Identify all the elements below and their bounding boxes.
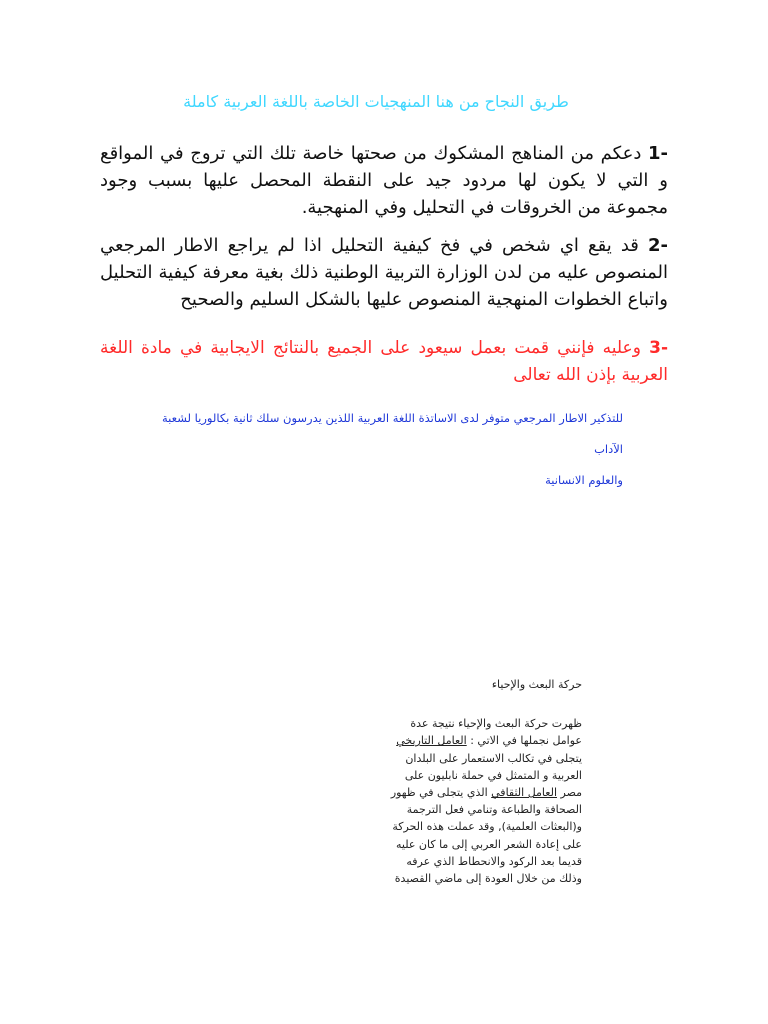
excerpt-line: و(البعثات العلمية), وقد عملت هذه الحركة: [392, 820, 582, 834]
cultural-factor-label: العامل الثقافي: [491, 786, 557, 800]
paragraph-3-number: -3: [649, 338, 669, 358]
paragraph-2: [100, 232, 668, 313]
paragraph-1: [100, 140, 668, 221]
paragraph-2-number: -2: [647, 235, 668, 256]
excerpt-line: الصحافة والطباعة وتنامي فعل الترجمة: [406, 803, 582, 817]
paragraph-1-text: دعكم من المناهج المشكوك من صحتها خاصة تلك التي تروج في المواقع و التي لا يكون لها مردود جيد على النقطة المحصل عليها بسبب وجود مجموعة من الخروقات في التحليل وفي المنهجية.: [100, 143, 668, 218]
reference-note-line-2: والعلوم الانسانية: [545, 473, 623, 487]
excerpt-line: وذلك من خلال العودة إلى ماضي القصيدة: [394, 872, 582, 886]
reference-note-line-1: للتذكير الاطار المرجعي متوفر لدى الاساتذة اللغة العربية اللذين يدرسون سلك ثانية بكالوريا لشعبة الآداب: [162, 411, 623, 456]
excerpt-line: ظهرت حركة البعث والإحياء نتيجة عدة: [410, 717, 582, 731]
excerpt-line: [356, 732, 582, 749]
excerpt-line-text: مصر: [557, 786, 582, 800]
excerpt-block: [356, 676, 582, 887]
excerpt-line: يتجلى في تكالب الاستعمار على البلدان: [405, 751, 582, 765]
document-title: طريق النجاح من هنا المنهجيات الخاصة باللغة العربية كاملة: [183, 92, 569, 111]
excerpt-line-text: الذي يتجلى في ظهور: [390, 786, 492, 800]
reference-note: [153, 403, 623, 496]
excerpt-heading: حركة البعث والإحياء: [491, 678, 582, 691]
excerpt-line: [356, 784, 582, 801]
paragraph-3-text: وعليه فإنني قمت بعمل سيعود على الجميع بالنتائج الايجابية في مادة اللغة العربية بإذن الله تعالى: [100, 338, 668, 385]
paragraph-1-number: -1: [648, 143, 669, 164]
excerpt-line-text: عوامل نجملها في الاتي :: [466, 734, 582, 748]
excerpt-line: على إعادة الشعر العربي إلى ما كان عليه: [395, 837, 582, 851]
paragraph-3: [100, 335, 668, 389]
historical-factor-label: العامل التاريخي: [396, 734, 467, 748]
excerpt-line: قديما بعد الركود والانحطاط الذي عرفه: [406, 854, 582, 868]
paragraph-2-text: قد يقع اي شخص في فخ كيفية التحليل اذا لم يراجع الاطار المرجعي المنصوص عليه من لدن الوزارة التربية الوطنية ذلك بغية معرفة كيفية التحليل واتباع الخطوات المنهجية المنصوص عليها بالشكل السليم والصحيح: [100, 235, 668, 310]
excerpt-line: العربية و المتمثل في حملة نابليون على: [404, 768, 582, 782]
